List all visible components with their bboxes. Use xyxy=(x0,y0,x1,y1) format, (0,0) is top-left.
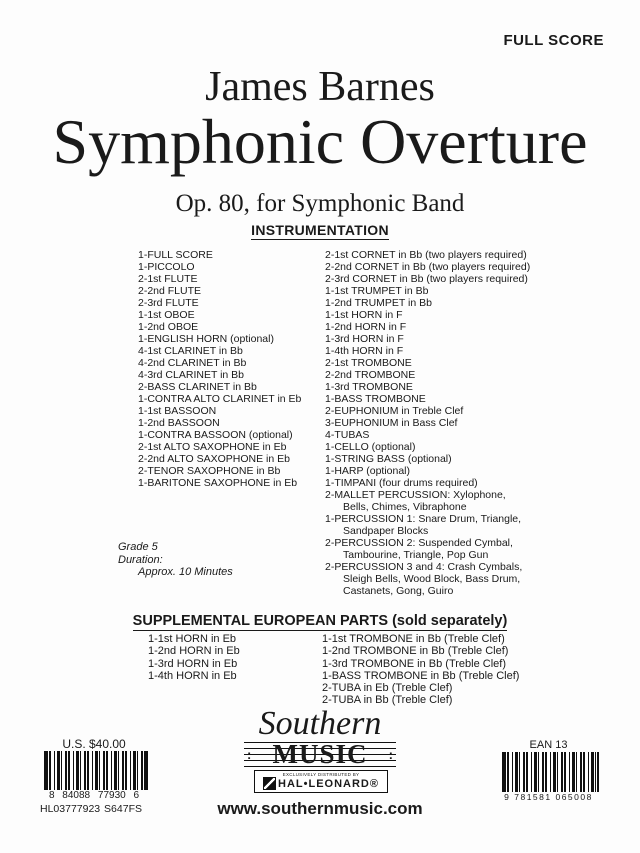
grade-duration-block xyxy=(118,541,233,579)
instrument-line: 1-3rd HORN in F xyxy=(325,333,404,345)
instrument-line: 4-2nd CLARINET in Bb xyxy=(138,357,247,369)
instrument-line: 1-3rd TROMBONE xyxy=(325,381,413,393)
instrument-line: 2-BASS CLARINET in Bb xyxy=(138,381,257,393)
instrument-line: 1-1st BASSOON xyxy=(138,405,217,417)
supplemental-part-line: 1-BASS TROMBONE in Bb (Treble Clef) xyxy=(322,669,520,682)
duration-label: Duration: xyxy=(118,553,163,566)
instrument-line: 2-1st ALTO SAXOPHONE in Eb xyxy=(138,441,287,453)
price-label: U.S. $40.00 xyxy=(62,737,126,751)
instrument-line: 1-FULL SCORE xyxy=(138,249,213,261)
instrument-line: Castanets, Gong, Guiro xyxy=(343,585,454,597)
supplemental-right-column xyxy=(322,633,612,707)
instrument-line: 2-2nd CORNET in Bb (two players required) xyxy=(325,261,531,273)
duration-value: Approx. 10 Minutes xyxy=(138,566,233,578)
southern-music-wordmark xyxy=(244,739,396,769)
instrument-line: 1-1st HORN in F xyxy=(325,309,403,321)
instrument-line: 1-HARP (optional) xyxy=(325,465,411,477)
instrument-line: Sandpaper Blocks xyxy=(343,525,429,537)
instrument-line: 2-PERCUSSION 3 and 4: Crash Cymbals, xyxy=(325,561,523,573)
publisher-website: www.southernmusic.com xyxy=(217,799,423,818)
distributor-name: HAL•LEONARD® xyxy=(278,777,379,790)
instrument-line: 1-2nd TRUMPET in Bb xyxy=(325,297,432,309)
catalog-number: HL03777923 xyxy=(40,803,101,815)
supplemental-part-line: 2-TUBA in Bb (Treble Clef) xyxy=(322,694,453,707)
instrument-line: 1-CELLO (optional) xyxy=(325,441,416,453)
instrument-line: 2-2nd TROMBONE xyxy=(325,369,416,381)
instrument-line: 1-1st TRUMPET in Bb xyxy=(325,285,429,297)
supplemental-list xyxy=(148,633,612,707)
supplemental-part-line: 1-4th HORN in Eb xyxy=(148,669,237,682)
ean-label: EAN 13 xyxy=(529,739,568,751)
grade-label: Grade 5 xyxy=(118,541,158,553)
instrument-line: 4-3rd CLARINET in Bb xyxy=(138,369,245,381)
instrument-line: 1-2nd OBOE xyxy=(138,321,199,333)
ean-barcode xyxy=(502,752,599,792)
instrument-line: 4-TUBAS xyxy=(325,429,370,441)
instrument-line: 1-4th HORN in F xyxy=(325,345,404,357)
instrument-line: 2-2nd ALTO SAXOPHONE in Eb xyxy=(138,453,290,465)
southern-logo-script: Southern xyxy=(258,705,382,742)
supplemental-part-line: 1-1st HORN in Eb xyxy=(148,633,237,645)
supplemental-part-line: 1-2nd HORN in Eb xyxy=(148,645,240,658)
instrument-line: 1-PERCUSSION 1: Snare Drum, Triangle, xyxy=(325,513,522,525)
instrument-line: 1-BARITONE SAXOPHONE in Eb xyxy=(138,477,298,489)
instrument-line: Bells, Chimes, Vibraphone xyxy=(343,501,467,513)
ean-digits: 9 781581 065008 xyxy=(504,792,593,802)
instrumentation-heading: INSTRUMENTATION xyxy=(251,222,389,238)
staff-repeat-mark-left: : xyxy=(247,747,252,762)
instrument-line: 1-BASS TROMBONE xyxy=(325,393,426,405)
instrument-line: 1-STRING BASS (optional) xyxy=(325,453,452,465)
instrument-line: 1-PICCOLO xyxy=(138,261,195,273)
instrument-line: Sleigh Bells, Wood Block, Bass Drum, xyxy=(343,573,521,585)
supplemental-part-line: 1-1st TROMBONE in Bb (Treble Clef) xyxy=(322,633,505,645)
distributor-tagline: EXCLUSIVELY DISTRIBUTED BY xyxy=(282,772,360,777)
instrument-line: 1-2nd HORN in F xyxy=(325,321,407,333)
instrument-line: 2-1st CORNET in Bb (two players required) xyxy=(325,249,527,261)
supplemental-part-line: 1-3rd TROMBONE in Bb (Treble Clef) xyxy=(322,657,506,670)
instrument-line: 3-EUPHONIUM in Bass Clef xyxy=(325,417,458,429)
supplemental-part-line: 1-2nd TROMBONE in Bb (Treble Clef) xyxy=(322,645,509,658)
staff-repeat-mark-right: : xyxy=(388,747,393,762)
full-score-label: FULL SCORE xyxy=(503,32,604,49)
instrument-line: 1-CONTRA BASSOON (optional) xyxy=(138,429,293,441)
supplemental-part-line: 2-TUBA in Eb (Treble Clef) xyxy=(322,682,453,695)
instrument-line: 1-1st OBOE xyxy=(138,309,195,321)
instrumentation-right-column xyxy=(325,249,612,597)
instrument-line: 2-3rd FLUTE xyxy=(138,297,199,309)
instrument-line: Tambourine, Triangle, Pop Gun xyxy=(343,549,489,561)
instrument-line: 1-CONTRA ALTO CLARINET in Eb xyxy=(138,393,302,405)
instrument-line: 1-TIMPANI (four drums required) xyxy=(325,477,478,489)
instrument-line: 2-2nd FLUTE xyxy=(138,285,202,297)
instrument-line: 2-1st FLUTE xyxy=(138,273,198,285)
upc-barcode xyxy=(44,751,148,790)
instrument-line: 2-EUPHONIUM in Treble Clef xyxy=(325,405,464,417)
instrument-line: 1-ENGLISH HORN (optional) xyxy=(138,333,274,345)
composer-name: James Barnes xyxy=(205,64,435,110)
hal-leonard-row xyxy=(255,777,387,790)
hal-leonard-logo-box xyxy=(254,770,388,793)
edition-number: S647FS xyxy=(104,803,142,815)
instrument-line: 2-MALLET PERCUSSION: Xylophone, xyxy=(325,489,506,501)
work-title: Symphonic Overture xyxy=(52,106,588,177)
instrument-line: 2-PERCUSSION 2: Suspended Cymbal, xyxy=(325,537,513,549)
instrument-line: 2-TENOR SAXOPHONE in Bb xyxy=(138,465,281,477)
upc-digits: 8 84088 77930 6 xyxy=(48,790,140,801)
hal-leonard-icon xyxy=(263,777,276,790)
music-wordmark-text: MUSIC xyxy=(272,739,368,769)
supplemental-heading: SUPPLEMENTAL EUROPEAN PARTS (sold separately) xyxy=(132,613,508,629)
instrument-line: 2-3rd CORNET in Bb (two players required) xyxy=(325,273,528,285)
supplemental-left-column xyxy=(148,633,322,707)
instrument-line: 1-2nd BASSOON xyxy=(138,417,220,429)
supplemental-part-line: 1-3rd HORN in Eb xyxy=(148,657,238,670)
work-subtitle: Op. 80, for Symphonic Band xyxy=(175,190,465,217)
instrument-line: 4-1st CLARINET in Bb xyxy=(138,345,243,357)
instrument-line: 2-1st TROMBONE xyxy=(325,357,412,369)
